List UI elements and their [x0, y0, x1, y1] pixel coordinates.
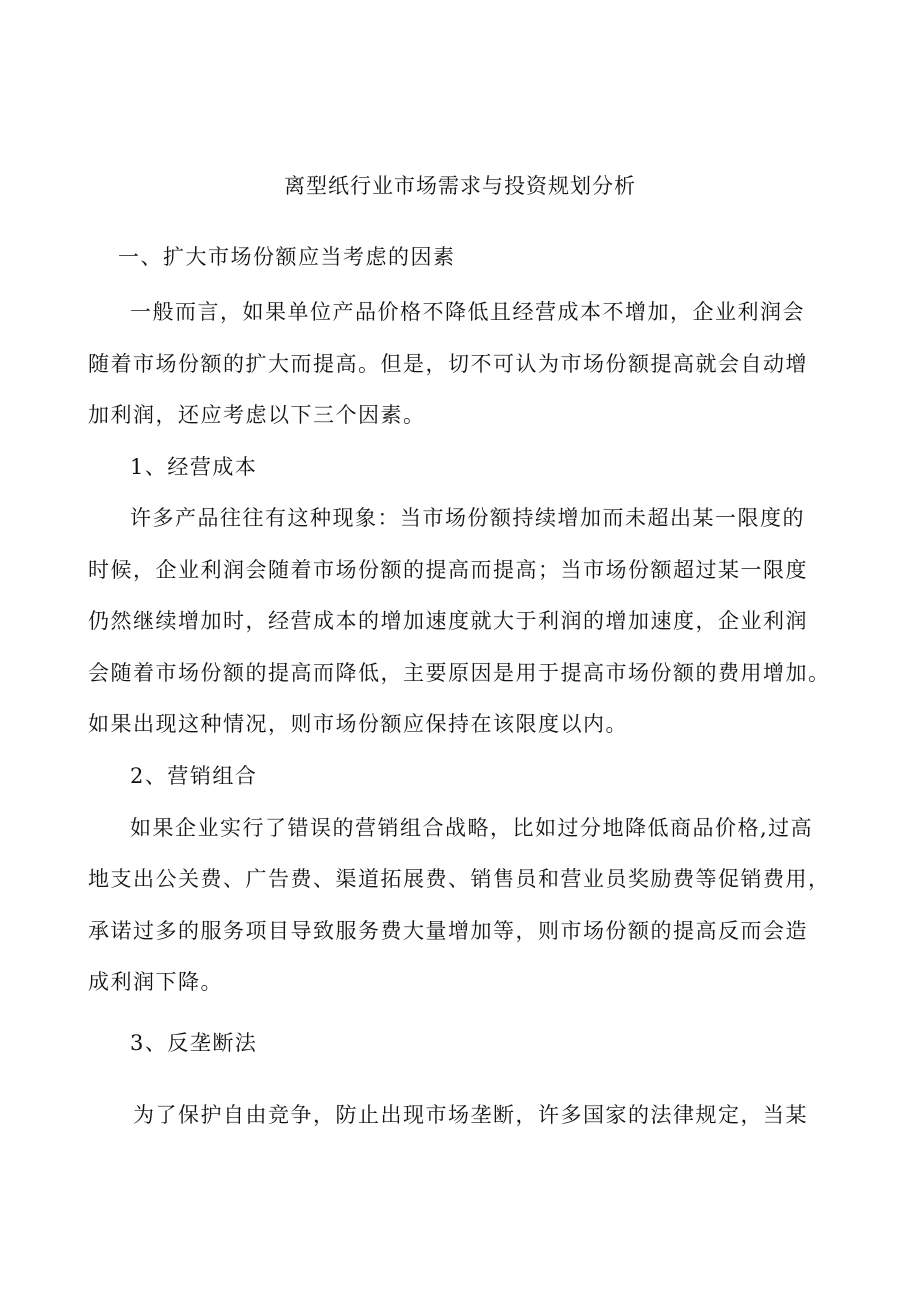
sub1-line-2: 时候，企业利润会随着市场份额的提高而提高；当市场份额超过某一限度 — [88, 558, 808, 582]
intro-line-2: 随着市场份额的扩大而提高。但是，切不可认为市场份额提高就会自动增 — [88, 352, 808, 376]
sub2-line-4: 成利润下降。 — [88, 970, 223, 994]
sub2-line-2: 地支出公关费、广告费、渠道拓展费、销售员和营业员奖励费等促销费用， — [88, 867, 831, 891]
sub1-line-3: 仍然继续增加时，经营成本的增加速度就大于利润的增加速度，企业利润 — [88, 609, 808, 633]
subheading-operating-cost: 1、经营成本 — [130, 455, 258, 479]
subheading-antitrust-law: 3、反垄断法 — [130, 1031, 258, 1055]
sub3-line-1: 为了保护自由竞争，防止出现市场垄断，许多国家的法律规定，当某 — [133, 1103, 808, 1127]
section-heading: 一、扩大市场份额应当考虑的因素 — [118, 245, 456, 269]
sub2-line-3: 承诺过多的服务项目导致服务费大量增加等，则市场份额的提高反而会造 — [88, 919, 808, 943]
intro-line-1: 一般而言，如果单位产品价格不降低且经营成本不增加，企业利润会 — [130, 300, 805, 324]
intro-line-3: 加利润，还应考虑以下三个因素。 — [88, 403, 426, 427]
sub1-line-1: 许多产品往往有这种现象：当市场份额持续增加而未超出某一限度的 — [130, 506, 805, 530]
document-title: 离型纸行业市场需求与投资规划分析 — [284, 174, 636, 198]
sub1-line-4: 会随着市场份额的提高而降低，主要原因是用于提高市场份额的费用增加。 — [88, 661, 831, 685]
sub2-line-1: 如果企业实行了错误的营销组合战略，比如过分地降低商品价格,过高 — [130, 816, 814, 840]
sub1-line-5: 如果出现这种情况，则市场份额应保持在该限度以内。 — [88, 712, 628, 736]
subheading-marketing-mix: 2、营销组合 — [130, 764, 258, 788]
